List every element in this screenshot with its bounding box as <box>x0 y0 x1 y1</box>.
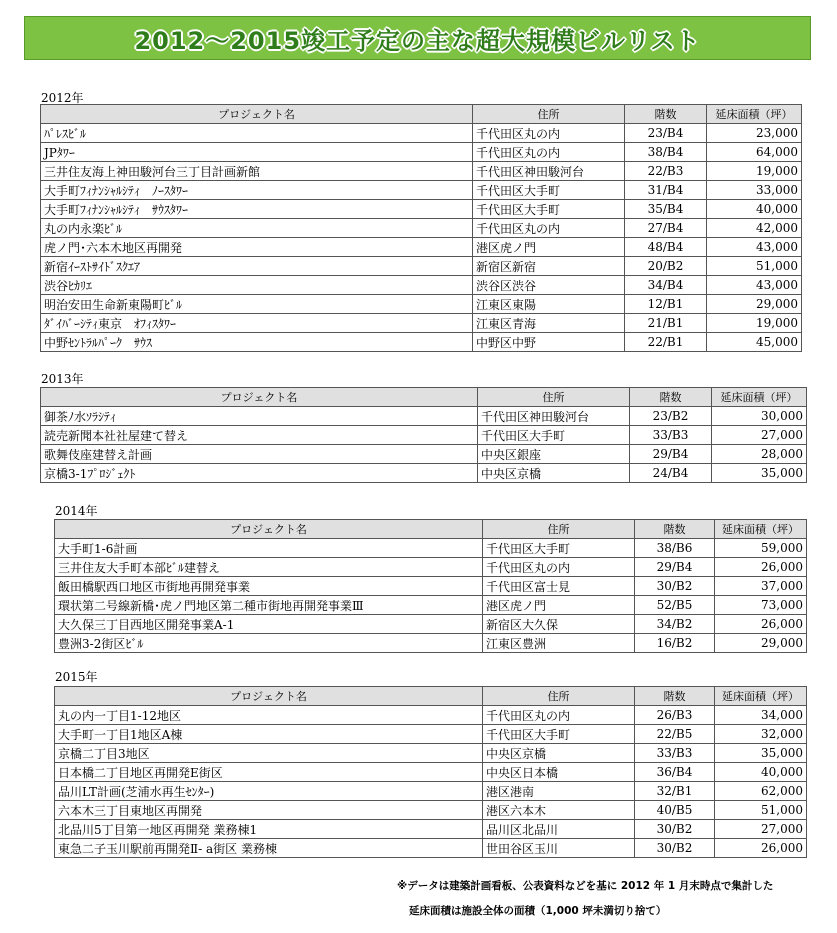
cell-addr: 千代田区丸の内 <box>483 558 635 577</box>
cell-area: 64,000 <box>707 143 802 162</box>
cell-name: 北品川5丁目第一地区再開発 業務棟1 <box>55 820 483 839</box>
cell-area: 19,000 <box>707 162 802 181</box>
cell-floors: 34/B2 <box>635 615 715 634</box>
cell-floors: 29/B4 <box>635 558 715 577</box>
cell-addr: 千代田区大手町 <box>473 200 625 219</box>
cell-addr: 中央区京橋 <box>478 464 630 483</box>
table-row <box>41 295 802 314</box>
table-row <box>41 445 807 464</box>
cell-name: 飯田橋駅西口地区市街地再開発事業 <box>55 577 483 596</box>
header-floors: 階数 <box>635 687 715 706</box>
cell-floors: 33/B3 <box>635 744 715 763</box>
cell-floors: 48/B4 <box>625 238 707 257</box>
table-row <box>41 200 802 219</box>
cell-addr: 世田谷区玉川 <box>483 839 635 858</box>
cell-area: 30,000 <box>712 407 807 426</box>
cell-area: 26,000 <box>715 615 807 634</box>
cell-floors: 29/B4 <box>630 445 712 464</box>
table-row <box>55 558 807 577</box>
cell-addr: 港区虎ノ門 <box>483 596 635 615</box>
table-header-row <box>41 105 802 124</box>
cell-area: 51,000 <box>715 801 807 820</box>
cell-area: 29,000 <box>707 295 802 314</box>
cell-floors: 33/B3 <box>630 426 712 445</box>
header-addr: 住所 <box>473 105 625 124</box>
cell-floors: 36/B4 <box>635 763 715 782</box>
cell-area: 32,000 <box>715 725 807 744</box>
cell-addr: 渋谷区渋谷 <box>473 276 625 295</box>
table-row <box>41 219 802 238</box>
cell-name: 三井住友大手町本部ﾋﾞﾙ建替え <box>55 558 483 577</box>
year-label: 2014年 <box>55 504 98 518</box>
header-name: プロジェクト名 <box>41 388 478 407</box>
cell-area: 73,000 <box>715 596 807 615</box>
cell-name: 豊洲3-2街区ﾋﾞﾙ <box>55 634 483 653</box>
note-source: ※データは建築計画看板、公表資料などを基に 2012 年 1 月末時点で集計した <box>397 880 774 892</box>
header-addr: 住所 <box>478 388 630 407</box>
cell-name: 歌舞伎座建替え計画 <box>41 445 478 464</box>
cell-floors: 16/B2 <box>635 634 715 653</box>
table-row <box>41 162 802 181</box>
cell-name: 渋谷ﾋｶﾘｴ <box>41 276 473 295</box>
cell-floors: 38/B6 <box>635 539 715 558</box>
table-row <box>55 782 807 801</box>
cell-area: 23,000 <box>707 124 802 143</box>
cell-name: ﾊﾟﾚｽﾋﾞﾙ <box>41 124 473 143</box>
table-row <box>41 314 802 333</box>
table-row <box>55 596 807 615</box>
cell-area: 28,000 <box>712 445 807 464</box>
cell-name: 六本木三丁目東地区再開発 <box>55 801 483 820</box>
cell-name: 新宿ｲｰｽﾄｻｲﾄﾞｽｸｴｱ <box>41 257 473 276</box>
cell-addr: 千代田区大手町 <box>478 426 630 445</box>
cell-floors: 23/B4 <box>625 124 707 143</box>
table-row <box>41 238 802 257</box>
cell-name: 読売新聞本社社屋建て替え <box>41 426 478 445</box>
cell-area: 62,000 <box>715 782 807 801</box>
cell-name: 丸の内永楽ﾋﾞﾙ <box>41 219 473 238</box>
cell-area: 26,000 <box>715 558 807 577</box>
table-row <box>55 539 807 558</box>
cell-area: 59,000 <box>715 539 807 558</box>
cell-addr: 中央区日本橋 <box>483 763 635 782</box>
cell-area: 27,000 <box>712 426 807 445</box>
cell-area: 34,000 <box>715 706 807 725</box>
cell-floors: 31/B4 <box>625 181 707 200</box>
cell-area: 40,000 <box>715 763 807 782</box>
cell-area: 35,000 <box>715 744 807 763</box>
cell-area: 29,000 <box>715 634 807 653</box>
cell-area: 35,000 <box>712 464 807 483</box>
table-row <box>41 464 807 483</box>
header-floors: 階数 <box>635 520 715 539</box>
cell-area: 19,000 <box>707 314 802 333</box>
cell-area: 43,000 <box>707 238 802 257</box>
header-name: プロジェクト名 <box>55 687 483 706</box>
cell-addr: 千代田区丸の内 <box>473 219 625 238</box>
table-row <box>55 839 807 858</box>
table-row <box>41 143 802 162</box>
cell-area: 37,000 <box>715 577 807 596</box>
table-row <box>41 276 802 295</box>
cell-name: 丸の内一丁目1-12地区 <box>55 706 483 725</box>
header-area: 延床面積（坪） <box>715 687 807 706</box>
header-addr: 住所 <box>483 687 635 706</box>
cell-name: 京橋二丁目3地区 <box>55 744 483 763</box>
cell-addr: 千代田区富士見 <box>483 577 635 596</box>
cell-area: 26,000 <box>715 839 807 858</box>
cell-area: 33,000 <box>707 181 802 200</box>
cell-addr: 中野区中野 <box>473 333 625 352</box>
cell-addr: 千代田区大手町 <box>483 725 635 744</box>
project-table <box>40 104 802 352</box>
year-label: 2012年 <box>41 91 84 105</box>
table-row <box>41 407 807 426</box>
cell-floors: 23/B2 <box>630 407 712 426</box>
cell-floors: 12/B1 <box>625 295 707 314</box>
year-label: 2013年 <box>41 372 84 386</box>
cell-floors: 40/B5 <box>635 801 715 820</box>
cell-floors: 26/B3 <box>635 706 715 725</box>
note-area: 延床面積は施設全体の面積（1,000 坪未満切り捨て） <box>409 905 667 917</box>
page-title: 2012～2015竣工予定の主な超大規模ビルリスト <box>134 26 701 55</box>
cell-floors: 32/B1 <box>635 782 715 801</box>
table-row <box>55 634 807 653</box>
cell-floors: 35/B4 <box>625 200 707 219</box>
title-banner <box>24 16 811 60</box>
cell-addr: 中央区銀座 <box>478 445 630 464</box>
cell-name: 御茶ﾉ水ｿﾗｼﾃｨ <box>41 407 478 426</box>
table-header-row <box>55 687 807 706</box>
cell-floors: 52/B5 <box>635 596 715 615</box>
cell-area: 42,000 <box>707 219 802 238</box>
table-row <box>55 615 807 634</box>
cell-addr: 港区六本木 <box>483 801 635 820</box>
cell-floors: 27/B4 <box>625 219 707 238</box>
cell-area: 51,000 <box>707 257 802 276</box>
cell-name: 虎ノ門･六本木地区再開発 <box>41 238 473 257</box>
cell-floors: 30/B2 <box>635 839 715 858</box>
cell-name: 品川LT計画(芝浦水再生ｾﾝﾀｰ) <box>55 782 483 801</box>
cell-addr: 千代田区神田駿河台 <box>473 162 625 181</box>
table-row <box>41 257 802 276</box>
table-header-row <box>41 388 807 407</box>
cell-area: 27,000 <box>715 820 807 839</box>
cell-floors: 22/B3 <box>625 162 707 181</box>
cell-name: 明治安田生命新東陽町ﾋﾞﾙ <box>41 295 473 314</box>
cell-area: 43,000 <box>707 276 802 295</box>
table-header-row <box>55 520 807 539</box>
table-row <box>55 744 807 763</box>
cell-addr: 江東区東陽 <box>473 295 625 314</box>
header-area: 延床面積（坪） <box>715 520 807 539</box>
cell-name: 三井住友海上神田駿河台三丁目計画新館 <box>41 162 473 181</box>
header-addr: 住所 <box>483 520 635 539</box>
cell-addr: 千代田区丸の内 <box>473 124 625 143</box>
cell-floors: 22/B1 <box>625 333 707 352</box>
header-floors: 階数 <box>630 388 712 407</box>
cell-name: 東急二子玉川駅前再開発Ⅱ- a街区 業務棟 <box>55 839 483 858</box>
project-table <box>54 686 807 858</box>
header-name: プロジェクト名 <box>41 105 473 124</box>
cell-name: 大手町ﾌｨﾅﾝｼｬﾙｼﾃｨ ﾉｰｽﾀﾜｰ <box>41 181 473 200</box>
cell-addr: 千代田区大手町 <box>483 539 635 558</box>
table-row <box>55 577 807 596</box>
cell-name: 大手町1-6計画 <box>55 539 483 558</box>
table-row <box>55 725 807 744</box>
cell-name: 環状第二号線新橋･虎ノ門地区第二種市街地再開発事業Ⅲ <box>55 596 483 615</box>
project-table <box>40 387 807 483</box>
table-row <box>55 706 807 725</box>
table-row <box>41 426 807 445</box>
table-row <box>41 124 802 143</box>
table-row <box>41 181 802 200</box>
cell-addr: 江東区青海 <box>473 314 625 333</box>
header-name: プロジェクト名 <box>55 520 483 539</box>
table-row <box>55 820 807 839</box>
cell-addr: 新宿区新宿 <box>473 257 625 276</box>
year-label: 2015年 <box>55 670 98 684</box>
cell-floors: 38/B4 <box>625 143 707 162</box>
cell-floors: 34/B4 <box>625 276 707 295</box>
cell-addr: 千代田区丸の内 <box>483 706 635 725</box>
cell-addr: 千代田区大手町 <box>473 181 625 200</box>
cell-name: ﾀﾞｲﾊﾞｰｼﾃｨ東京 ｵﾌｨｽﾀﾜｰ <box>41 314 473 333</box>
table-row <box>41 333 802 352</box>
header-area: 延床面積（坪） <box>712 388 807 407</box>
cell-name: JPﾀﾜｰ <box>41 143 473 162</box>
cell-floors: 21/B1 <box>625 314 707 333</box>
table-row <box>55 763 807 782</box>
cell-name: 大手町ﾌｨﾅﾝｼｬﾙｼﾃｨ ｻｳｽﾀﾜｰ <box>41 200 473 219</box>
project-table <box>54 519 807 653</box>
header-floors: 階数 <box>625 105 707 124</box>
cell-addr: 中央区京橋 <box>483 744 635 763</box>
cell-floors: 20/B2 <box>625 257 707 276</box>
cell-addr: 江東区豊洲 <box>483 634 635 653</box>
cell-name: 大久保三丁目西地区開発事業A-1 <box>55 615 483 634</box>
cell-name: 京橋3-1ﾌﾟﾛｼﾞｪｸﾄ <box>41 464 478 483</box>
cell-floors: 30/B2 <box>635 820 715 839</box>
cell-name: 中野ｾﾝﾄﾗﾙﾊﾟｰｸ ｻｳｽ <box>41 333 473 352</box>
cell-name: 大手町一丁目1地区A棟 <box>55 725 483 744</box>
cell-addr: 品川区北品川 <box>483 820 635 839</box>
cell-floors: 30/B2 <box>635 577 715 596</box>
cell-name: 日本橋二丁目地区再開発E街区 <box>55 763 483 782</box>
cell-addr: 千代田区神田駿河台 <box>478 407 630 426</box>
cell-area: 40,000 <box>707 200 802 219</box>
cell-area: 45,000 <box>707 333 802 352</box>
cell-addr: 新宿区大久保 <box>483 615 635 634</box>
cell-floors: 24/B4 <box>630 464 712 483</box>
cell-addr: 港区虎ノ門 <box>473 238 625 257</box>
cell-addr: 港区港南 <box>483 782 635 801</box>
header-area: 延床面積（坪） <box>707 105 802 124</box>
table-row <box>55 801 807 820</box>
cell-addr: 千代田区丸の内 <box>473 143 625 162</box>
cell-floors: 22/B5 <box>635 725 715 744</box>
